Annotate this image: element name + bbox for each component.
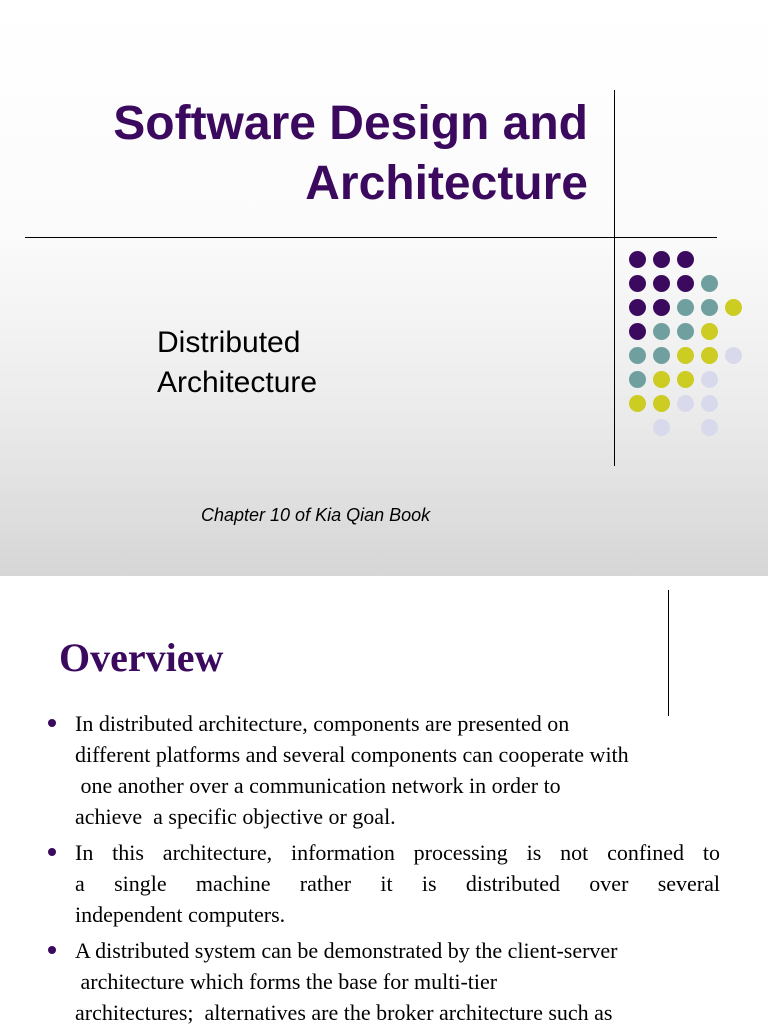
overview-slide <box>0 576 768 1024</box>
title-line-1: Software Design and <box>113 97 588 150</box>
decorative-dot <box>629 299 646 316</box>
decorative-dot <box>677 275 694 292</box>
overview-heading: Overview <box>59 635 224 680</box>
decorative-dot <box>653 395 670 412</box>
bullet-icon <box>48 946 56 954</box>
vertical-divider-small <box>668 590 669 716</box>
subtitle-line-1: Distributed <box>157 326 301 359</box>
decorative-dot <box>701 419 718 436</box>
bullet-item-3 <box>75 935 720 1024</box>
bullet-1-line-3: one another over a communication network in order to <box>75 773 561 798</box>
bullet-1-line-1: In distributed architecture, components are presented on <box>75 711 570 736</box>
bullet-icon <box>48 848 56 856</box>
decorative-dot <box>629 371 646 388</box>
bullet-3-line-3: architectures; alternatives are the broker architecture such as <box>75 1000 613 1024</box>
bullet-list <box>75 708 720 1024</box>
decorative-dot <box>701 395 718 412</box>
chapter-note: Chapter 10 of Kia Qian Book <box>201 505 431 525</box>
decorative-dot <box>653 251 670 268</box>
decorative-dot <box>677 395 694 412</box>
bullet-item-1 <box>75 708 720 832</box>
bullet-icon <box>48 719 56 727</box>
decorative-dot <box>629 347 646 364</box>
bullet-3-line-2: architecture which forms the base for multi-tier <box>75 969 498 994</box>
decorative-dot <box>701 371 718 388</box>
decorative-dot <box>677 251 694 268</box>
bullet-item-2 <box>75 837 720 930</box>
decorative-dot <box>653 275 670 292</box>
decorative-dot <box>725 347 742 364</box>
decorative-dot <box>677 299 694 316</box>
bullet-2-line-1: In this architecture, information processing is not confined to <box>75 840 720 865</box>
decorative-dot <box>653 299 670 316</box>
decorative-dot <box>677 323 694 340</box>
decorative-dot <box>653 347 670 364</box>
slide-subtitle <box>157 323 317 403</box>
decorative-dot <box>653 371 670 388</box>
decorative-dot <box>629 395 646 412</box>
decorative-dot <box>701 275 718 292</box>
bullet-3-line-1: A distributed system can be demonstrated by the client-server <box>75 938 618 963</box>
decorative-dot <box>629 323 646 340</box>
decorative-dot <box>701 347 718 364</box>
vertical-divider <box>614 90 615 466</box>
decorative-dot <box>725 299 742 316</box>
title-line-2: Architecture <box>305 157 588 210</box>
decorative-dot <box>677 347 694 364</box>
bullet-2-line-2: a single machine rather it is distributed over several <box>75 871 720 896</box>
decorative-dot <box>701 299 718 316</box>
decorative-dot <box>701 323 718 340</box>
subtitle-line-2: Architecture <box>157 366 318 399</box>
decorative-dot <box>677 371 694 388</box>
decorative-dot <box>653 323 670 340</box>
horizontal-divider <box>25 237 717 238</box>
slide-title <box>28 94 588 214</box>
bullet-1-line-4: achieve a specific objective or goal. <box>75 804 396 829</box>
decorative-dot <box>653 419 670 436</box>
bullet-1-line-2: different platforms and several components can cooperate with <box>75 742 629 767</box>
bullet-2-line-3: independent computers. <box>75 902 286 927</box>
decorative-dot <box>629 275 646 292</box>
decorative-dot <box>629 251 646 268</box>
